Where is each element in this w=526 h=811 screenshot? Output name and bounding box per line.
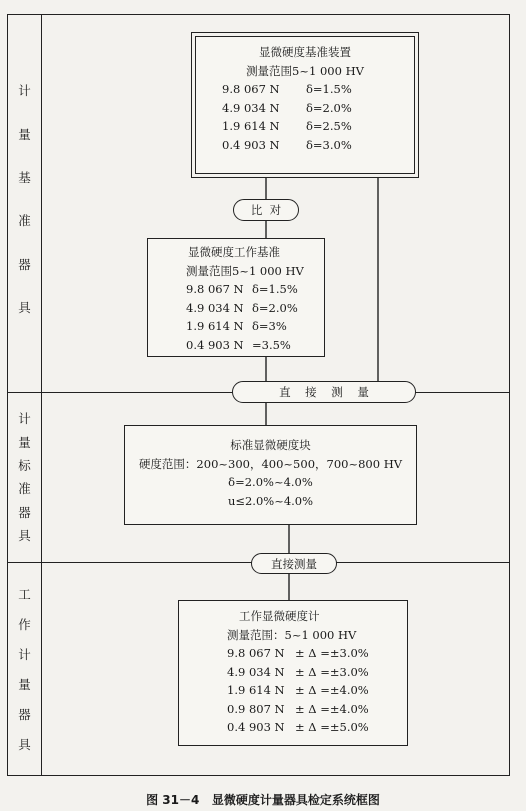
force-value: 4.9 034 N: [227, 664, 285, 679]
force-value: 0.4 903 N: [222, 137, 280, 152]
tolerance: δ=2.0%: [306, 100, 352, 115]
measurement-range: 测量范围5~1 000 HV: [246, 63, 364, 78]
tolerance: δ=2.0%: [252, 300, 298, 315]
relative-error: δ=2.0%~4.0%: [228, 475, 313, 489]
section-char: 准: [18, 481, 31, 497]
force-value: 4.9 034 N: [222, 100, 280, 115]
force-value: 9.8 067 N: [222, 82, 280, 96]
force-value: 1.9 614 N: [227, 683, 285, 697]
working-standard-box: [147, 238, 325, 357]
section-char: 器: [18, 706, 31, 722]
standard-hardness-block-box: [124, 425, 417, 525]
tolerance: δ=2.5%: [306, 119, 352, 133]
uncertainty: u≤2.0%~4.0%: [227, 493, 314, 508]
section-char: 基: [18, 170, 31, 186]
tolerance: δ=3.0%: [306, 137, 352, 152]
section-char: 器: [18, 504, 31, 520]
section-char: 准: [18, 213, 31, 229]
measurement-range: 测量范围：5~1 000 HV: [227, 627, 357, 642]
figure-caption: 图 31－4 显微硬度计量器具检定系统框图: [146, 793, 380, 807]
direct-measurement-pill-1: [232, 381, 416, 403]
tolerance: δ=3%: [252, 319, 287, 333]
section-char: 标: [18, 458, 31, 474]
tolerance: δ=1.5%: [252, 282, 298, 296]
section-char: 计: [18, 646, 31, 662]
section-char: 工: [18, 586, 31, 602]
force-value: 1.9 614 N: [186, 319, 244, 333]
tolerance: ± Δ =±4.0%: [295, 701, 369, 716]
box-title: 工作显微硬度计: [239, 609, 320, 623]
force-value: 9.8 067 N: [227, 646, 285, 660]
section-char: 计: [18, 83, 31, 99]
direct-measurement-pill-2: [251, 553, 337, 574]
primary-standard-box: [195, 36, 415, 174]
section-char: 器: [18, 256, 31, 272]
force-value: 0.4 903 N: [227, 720, 285, 734]
force-value: 0.9 807 N: [227, 701, 285, 716]
section-char: 量: [18, 126, 31, 142]
force-value: 9.8 067 N: [186, 282, 244, 296]
direct-measurement-label: 直接测量: [271, 556, 317, 571]
section-char: 具: [18, 300, 31, 316]
tolerance: ± Δ =±3.0%: [295, 664, 369, 679]
section-char: 计: [18, 411, 31, 427]
section-char: 量: [18, 434, 31, 450]
section-char: 具: [18, 736, 31, 752]
section-char: 量: [18, 676, 31, 692]
tolerance: =3.5%: [252, 337, 291, 352]
comparison-label: 比 对: [250, 203, 282, 217]
measurement-range: 测量范围5~1 000 HV: [186, 263, 304, 278]
force-value: 1.9 614 N: [222, 119, 280, 133]
force-value: 0.4 903 N: [186, 337, 244, 352]
section-char: 作: [18, 616, 31, 632]
direct-measurement-label: 直 接 测 量: [279, 385, 369, 399]
box-title: 标准显微硬度块: [230, 438, 311, 452]
tolerance: ± Δ =±3.0%: [295, 646, 369, 660]
section-char: 具: [18, 528, 31, 544]
box-title: 显微硬度基准装置: [259, 45, 351, 59]
tolerance: δ=1.5%: [306, 82, 352, 96]
hardness-range: 硬度范围：200~300，400~500，700~800 HV: [138, 456, 403, 471]
comparison-pill: [233, 199, 299, 221]
force-value: 4.9 034 N: [186, 300, 244, 315]
tolerance: ± Δ =±5.0%: [295, 720, 369, 734]
box-title: 显微硬度工作基准: [188, 245, 280, 259]
tolerance: ± Δ =±4.0%: [295, 683, 369, 697]
working-hardness-tester-box: [178, 600, 408, 746]
